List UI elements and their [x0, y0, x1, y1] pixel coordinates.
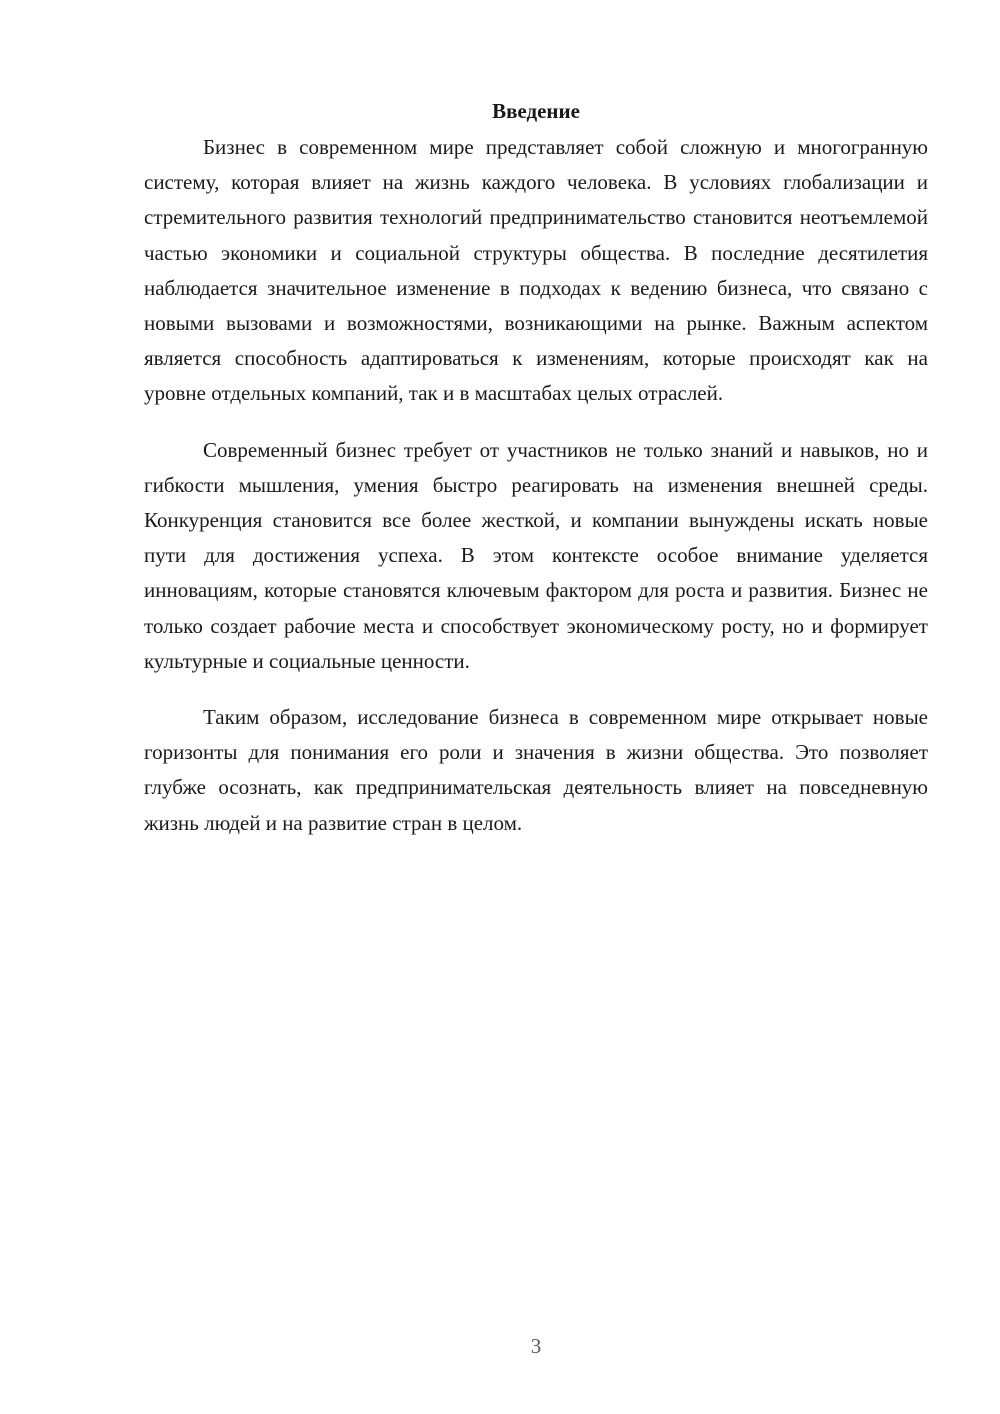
section-heading: Введение [492, 99, 580, 123]
paragraph-2: Современный бизнес требует от участников не только знаний и навыков, но и гибкости мышления, умения быстро реагировать на изменения внешней среды. Конкуренция становится все более жесткой, и компании вынуждены искать новые пути для достижения успеха. В этом контексте особое внимание уделяется инновациям, которые становятся ключевым фактором для роста и развития. Бизнес не только создает рабочие места и способствует экономическому росту, но и формирует культурные и социальные ценности. [144, 437, 928, 673]
paragraph-1: Бизнес в современном мире представляет собой сложную и многогранную систему, которая влияет на жизнь каждого человека. В условиях глобализации и стремительного развития технологий предпринимательство становится неотъемлемой частью экономики и социальной структуры общества. В последние десятилетия наблюдается значительное изменение в подходах к ведению бизнеса, что связано с новыми вызовами и возможностями, возникающими на рынке. Важным аспектом является способность адаптироваться к изменениям, которые происходят как на уровне отдельных компаний, так и в масштабах целых отраслей. [144, 135, 928, 406]
page-content [144, 96, 928, 862]
page-number: 3 [530, 1334, 542, 1358]
paragraph-3: Таким образом, исследование бизнеса в современном мире открывает новые горизонты для понимания его роли и значения в жизни общества. Это позволяет глубже осознать, как предпринимательская деятельность влияет на повседневную жизнь людей и на развитие стран в целом. [144, 705, 928, 835]
